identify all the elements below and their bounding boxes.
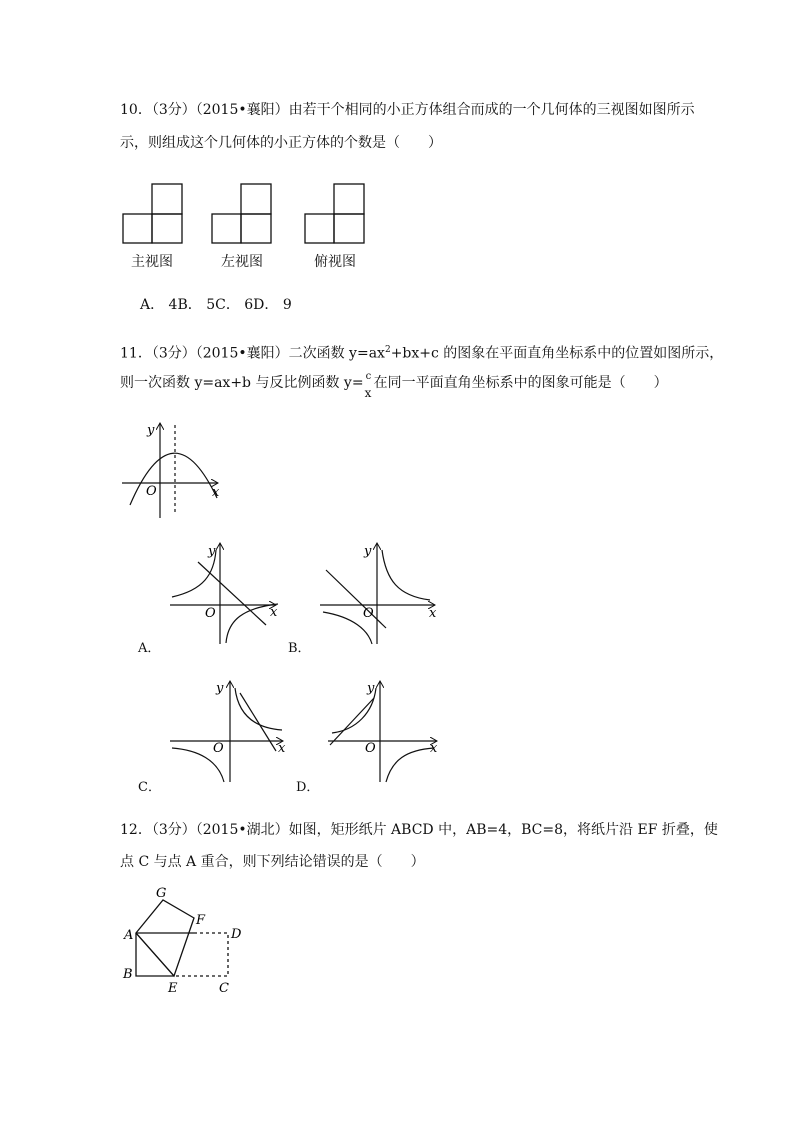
- q11-line1-post: +bx+c 的图象在平面直角坐标系中的位置如图所示，: [390, 345, 724, 362]
- q11-exponent: 2: [384, 345, 391, 355]
- q10-text-line1: 10．（3分）（2015•襄阳）由若干个相同的小正方体组合而成的一个几何体的三视图如图所示: [120, 102, 695, 118]
- option-c-origin-label: O: [213, 741, 224, 756]
- q10-text-line2: 示，则组成这个几何体的小正方体的个数是（ ）: [120, 135, 442, 151]
- option-d-label: D．: [296, 780, 320, 795]
- option-d-origin-label: O: [365, 741, 376, 756]
- option-b-origin-label: O: [363, 606, 374, 621]
- option-b-x-label: x: [429, 606, 437, 621]
- option-a-x-label: x: [270, 605, 278, 620]
- option-a-y-label: y: [208, 544, 216, 559]
- option-c-graph: [168, 678, 293, 783]
- parabola-origin-label: O: [146, 484, 157, 499]
- left-view-figure: [211, 183, 273, 245]
- front-view-figure: [122, 183, 184, 245]
- q11-line2-pre: 则一次函数 y=ax+b 与反比例函数 y=: [120, 375, 364, 391]
- label-A: A: [124, 928, 134, 943]
- top-view-caption: 俯视图: [314, 254, 356, 270]
- parabola-x-label: x: [212, 485, 220, 500]
- option-c-label: C．: [138, 780, 161, 795]
- option-d-graph: [326, 678, 444, 783]
- option-a-origin-label: O: [205, 606, 216, 621]
- label-C: C: [219, 981, 229, 996]
- option-d-x-label: x: [430, 741, 438, 756]
- label-E: E: [168, 981, 178, 996]
- option-a-label: A．: [138, 641, 161, 656]
- label-D: D: [231, 927, 242, 942]
- q11-line1-pre: 11．（3分）（2015•襄阳）二次函数 y=ax: [120, 345, 385, 362]
- option-b-graph: [318, 540, 440, 645]
- label-F: F: [196, 913, 206, 928]
- fraction-denominator: x: [364, 386, 372, 400]
- q11-line2-post: 在同一平面直角坐标系中的图象可能是（ ）: [373, 375, 668, 391]
- top-view-figure: [304, 183, 366, 245]
- option-a-graph: [168, 540, 283, 645]
- fraction-numerator: c: [365, 371, 372, 382]
- option-b-label: B．: [288, 641, 311, 656]
- label-B: B: [123, 967, 133, 982]
- q12-text-line2: 点 C 与点 A 重合，则下列结论错误的是（ ）: [120, 854, 425, 870]
- label-G: G: [156, 886, 167, 901]
- option-d-y-label: y: [367, 681, 375, 696]
- option-c-y-label: y: [216, 681, 224, 696]
- q11-text-line2: [120, 371, 668, 400]
- parabola-figure: [120, 420, 230, 520]
- q12-text-line1: 12．（3分）（2015•湖北）如图，矩形纸片 ABCD 中，AB=4，BC=8，将纸片沿 EF 折叠，使: [120, 822, 718, 838]
- left-view-caption: 左视图: [221, 254, 263, 270]
- option-c-x-label: x: [278, 741, 286, 756]
- q10-options: A． 4B． 5C． 6D． 9: [140, 297, 292, 313]
- folded-rectangle-figure: [118, 884, 248, 996]
- option-b-y-label: y: [364, 544, 372, 559]
- parabola-y-label: y: [147, 423, 155, 438]
- q11-text-line1: [120, 340, 723, 364]
- fraction-c-over-x: [364, 371, 374, 400]
- front-view-caption: 主视图: [131, 254, 173, 270]
